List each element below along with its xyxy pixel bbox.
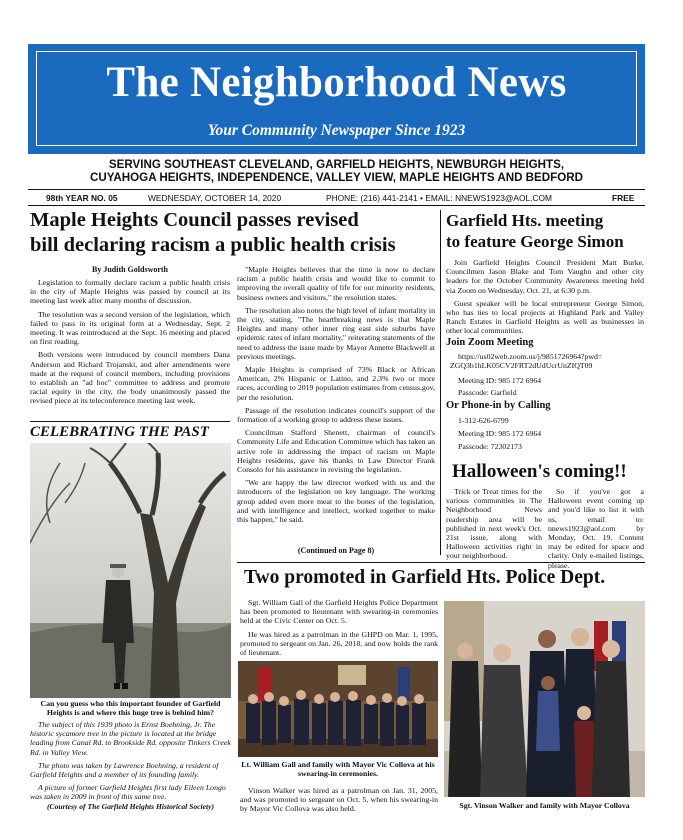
paragraph: Maple Heights is comprised of 73% Black or African American, 2% Hispanic or Latino, and 2.3% two or more races, according to 2019 population estimates from census.gov, per the resolution. <box>237 365 435 402</box>
paragraph: Guest speaker will be local entrepreneur George Simon, who has ties to local projects at Highland Park and Valley Ranch Estates in Garfield Heights as well as businesses in other local communities. <box>446 298 644 336</box>
police-body-1 <box>240 598 438 661</box>
halloween-column-2 <box>548 487 644 574</box>
paragraph: The resolution was a second version of the legislation, which failed to pass in its original form at a Wednesday, Sept. 2 meeting. It was reintroduced at the Sept. 16 meeting and placed on first reading. <box>30 309 230 347</box>
masthead-frame <box>36 51 637 146</box>
paragraph: The subject of this 1939 photo is Ernst Boehning, Jr. The historic sycamore tree in the picture is located at the bridge leading from Canal Rd. to Brookside Rd. opposite Tinkers Creek Rd. in Valley View. <box>30 720 231 757</box>
paragraph: Sgt. William Gall of the Garfield Heights Police Department has been promoted to lieutenant with swearing-in ceremonies held at the Civic Center on Oct. 5. <box>240 598 438 626</box>
zoom-heading: Join Zoom Meeting <box>446 337 534 348</box>
paragraph: Join Garfield Heights Council President Matt Burke, Councilmen Jason Blake and Tom Vaughn and other city leaders for the October Community Awareness meeting held via Zoom on Wednesday, Oct. 21, at 6:30 p.m. <box>446 258 644 295</box>
masthead <box>28 44 645 154</box>
bottom-rule <box>28 205 645 206</box>
price-label: FREE <box>612 193 635 203</box>
issue-info-bar <box>28 193 645 205</box>
historic-photo-image <box>30 443 231 698</box>
celebrating-body <box>30 720 231 806</box>
issue-date: WEDNESDAY, OCTOBER 14, 2020 <box>148 193 282 203</box>
continued-notice: (Continued on Page 8) <box>297 546 375 555</box>
historic-photo-caption: Can you guess who this important founder of Garfield Heights is and where this huge tree is behind him? <box>40 699 221 717</box>
maple-headline-line-1: Maple Heights Council passes revised <box>30 209 359 231</box>
paragraph: Both versions were introduced by council members Dana Anderson and Richard Trojanski, and after amendments were made at the request of council members, including provisions to establish an "ad hoc" committee to address and promote racial equity in the city, the body unanimously passed the revised piece at its teleconference meeting last week. <box>30 350 230 406</box>
walker-family-photo <box>444 601 645 797</box>
halloween-headline: Halloween's coming!! <box>452 461 627 482</box>
gall-photo-caption: Lt. William Gall and family with Mayor Vic Collova at his swearing-in ceremonies. <box>241 760 435 778</box>
paragraph: A picture of former Garfield Heights first lady Eileen Longo was taken in 2009 in front of this same tree. <box>30 783 226 802</box>
phone-meeting-id: Meeting ID: 985 172 6964 <box>458 429 542 438</box>
paragraph: So if you've got a Halloween event coming up and you'd like to list it with us, email to: nnews1923@aol.com by Monday, Oct. 19. Content may be edited for space and clarity. Only e-mailed listings, please. <box>548 487 644 570</box>
paragraph: Passage of the resolution indicates council's support of the formation of a working group to address these issues. <box>237 405 435 425</box>
walker-family-image <box>444 601 645 797</box>
newspaper-title: The Neighborhood News <box>106 59 567 106</box>
photo-credit: (Courtesy of The Garfield Heights Historical Society) <box>46 802 215 811</box>
police-headline: Two promoted in Garfield Hts. Police Dept. <box>244 567 606 588</box>
column-divider <box>440 210 441 555</box>
newspaper-tagline: Your Community Newspaper Since 1923 <box>207 122 466 139</box>
zoom-url-line-1: https://us02web.zoom.us/j/9851726964?pwd= <box>458 352 603 361</box>
paragraph: He was hired as a patrolman in the GHPD on Mar. 1, 1995, promoted to sergeant on Jan. 26, 2018, and now holds the rank of lieutenant. <box>240 629 438 658</box>
paragraph: Vinson Walker was hired as a patrolman on Jan. 31, 2005, and was promoted to sergeant on Oct. 5, when his swearing-in by Mayor Vic Collova was also held. <box>240 786 438 814</box>
section-rule <box>30 421 230 422</box>
garfield-body <box>446 258 644 340</box>
top-rule <box>28 189 645 190</box>
phone-passcode: Passcode: 72302173 <box>458 442 522 451</box>
zoom-meeting-id: Meeting ID: 985 172 6964 <box>458 376 542 385</box>
gall-family-photo <box>238 661 438 757</box>
paragraph: The resolution also notes the high level of infant mortality in the city, stating, "The heartbreaking news is that Maple Heights and many other inner ring east side suburbs have epidemic rates of infant mortality," reiterating statements of the need to address the issue made by Mayor Annette Blackwell at previous meetings. <box>237 305 435 361</box>
coverage-line-1: SERVING SOUTHEAST CLEVELAND, GARFIELD HEIGHTS, NEWBURGH HEIGHTS, <box>108 158 565 171</box>
paragraph: Councilman Stafford Shenett, chairman of council's Community Life and Education Committee which has taken an active role in addressing the impact of racism on Maple Heights residents, gave his thanks to Law Director Frank Consolo for his assistance in revising the legislation. <box>237 428 435 475</box>
maple-column-1 <box>30 278 230 410</box>
paragraph: The photo was taken by Lawrence Boehning, a resident of Garfield Heights and a member of its founding family. <box>30 760 219 780</box>
coverage-line-2: CUYAHOGA HEIGHTS, INDEPENDENCE, VALLEY VIEW, MAPLE HEIGHTS AND BEDFORD <box>90 171 583 184</box>
issue-number: 98th YEAR NO. 05 <box>46 193 118 203</box>
garfield-headline-line-2: to feature George Simon <box>446 232 624 251</box>
maple-byline: By Judith Goldsworth <box>91 265 169 274</box>
walker-photo-caption: Sgt. Vinson Walker and family with Mayor Collova <box>459 801 630 810</box>
paragraph: "Maple Heights believes that the time is now to declare racism a public health crisis and would like to commit to improving the overall quality of life for our minority residents, business owners and visitors," the resolution states. <box>237 265 435 302</box>
garfield-headline-line-1: Garfield Hts. meeting <box>446 211 604 230</box>
maple-column-2 <box>237 265 435 528</box>
zoom-passcode: Passcode: Garfield <box>458 388 517 397</box>
police-body-2 <box>240 786 438 818</box>
contact-info: PHONE: (216) 441-2141 • EMAIL: NNEWS1923@AOL.COM <box>326 193 553 203</box>
historic-photo <box>30 443 231 698</box>
paragraph: Trick or Treat times for the various communities in The Neighborhood News readership area will be published in next week's Oct. 21st issue, along with Halloween activities right in your neighborhood. <box>446 487 542 561</box>
phone-number: 1-312-626-6799 <box>458 416 509 425</box>
phone-heading: Or Phone-in by Calling <box>446 400 551 411</box>
maple-headline <box>30 208 396 258</box>
halloween-column-1 <box>446 487 542 565</box>
paragraph: "We are happy the law director worked with us and the introducers of the legislation on key language. The working group added even more meat to the bones of the legislation, and with intelligence and intellect, worked together to make this happen," he said. <box>237 478 435 525</box>
police-top-rule <box>237 562 645 563</box>
paragraph: Legislation to formally declare racism a public health crisis in the city of Maple Heights was passed by council at its meeting last week after many months of discussion. <box>30 278 230 306</box>
zoom-url-line-2: ZGQ3b1hLK05CV2FRT2dUdUcrUnZIQT09 <box>450 361 593 370</box>
garfield-headline <box>446 210 624 252</box>
maple-headline-line-2: bill declaring racism a public health crisis <box>30 234 396 256</box>
celebrating-heading: CELEBRATING THE PAST <box>30 424 209 440</box>
coverage-area <box>28 158 645 184</box>
gall-family-image <box>238 661 438 757</box>
